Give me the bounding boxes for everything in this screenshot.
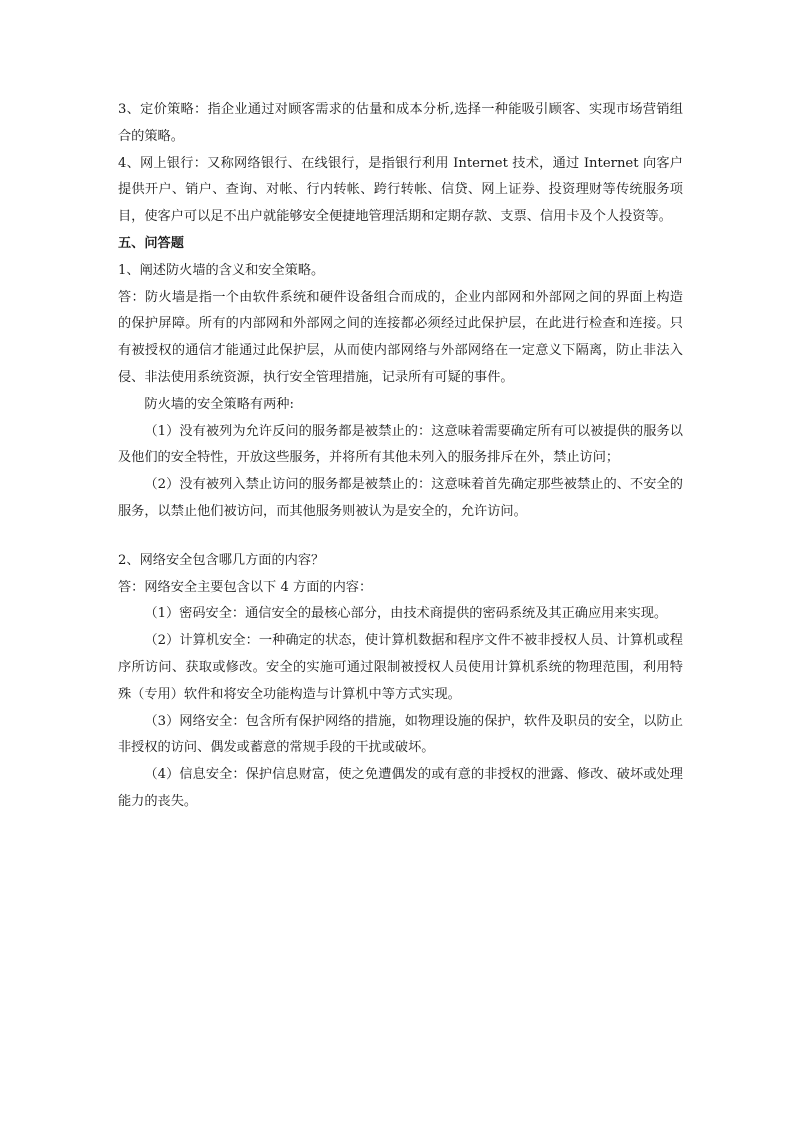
- definition-label: 4、网上银行：: [118, 155, 208, 171]
- security-item: （3）网络安全：包含所有保护网络的措施，如物理设施的保护，软件及职员的安全，以防止非授权的访问、偶发或蓄意的常规手段的干扰或破坏。: [118, 713, 683, 756]
- definition-text: 指企业通过对顾客需求的估量和成本分析,选择一种能吸引顾客、实现市场营销组合的策略。: [118, 102, 683, 144]
- security-item: （1）密码安全：通信安全的最核心部分，由技术商提供的密码系统及其正确应用来实现。: [144, 606, 668, 622]
- definition-text: 又称网络银行、在线银行，是指银行利用 Internet 技术，通过 Internet 向客户提供开户、销户、查询、对帐、行内转帐、跨行转帐、信贷、网上证券、投资理财等传统服务项目，使客户可以足不出户就能够安全便捷地管理活期和定期存款、支票、信用卡及个人投资等。: [118, 155, 683, 225]
- question-2: 2、网络安全包含哪几方面的内容？: [118, 552, 325, 568]
- policy-intro: 防火墙的安全策略有两种:: [144, 396, 294, 412]
- definition-online-banking: [118, 151, 683, 231]
- answer-2: 答：网络安全主要包含以下 4 方面的内容：: [118, 579, 373, 595]
- answer-1: 答：防火墙是指一个由软件系统和硬件设备组合而成的，企业内部网和外部网之间的界面上构造的保护屏障。所有的内部网和外部网之间的连接都必须经过此保护层，在此进行检查和连接。只有被授权的通信才能通过此保护层，从而使内部网络与外部网络在一定意义下隔离，防止非法入侵、非法使用系统资源，执行安全管理措施，记录所有可疑的事件。: [118, 289, 683, 385]
- section-title: 五、问答题: [118, 235, 184, 251]
- security-item: （2）计算机安全：一种确定的状态，使计算机数据和程序文件不被非授权人员、计算机或程序所访问、获取或修改。安全的实施可通过限制被授权人员使用计算机系统的物理范围，利用特殊（专用）软件和将安全功能构造与计算机中等方式实现。: [118, 633, 683, 702]
- policy-item: （2）没有被列入禁止访问的服务都是被禁止的：这意味着首先确定那些被禁止的、不安全的服务，以禁止他们被访问，而其他服务则被认为是安全的，允许访问。: [118, 477, 683, 519]
- question-1: 1、阐述防火墙的含义和安全策略。: [118, 262, 325, 278]
- policy-item: （1）没有被列为允许反问的服务都是被禁止的：这意味着需要确定所有可以被提供的服务以及他们的安全特性，开放这些服务，并将所有其他未列入的服务排斥在外，禁止访问；: [118, 423, 683, 466]
- security-item: （4）信息安全：保护信息财富，使之免遭偶发的或有意的非授权的泄露、修改、破坏或处理能力的丧失。: [118, 767, 683, 809]
- definition-pricing-strategy: [118, 97, 683, 151]
- definition-label: 3、定价策略：: [118, 102, 208, 117]
- document-page: [118, 97, 683, 816]
